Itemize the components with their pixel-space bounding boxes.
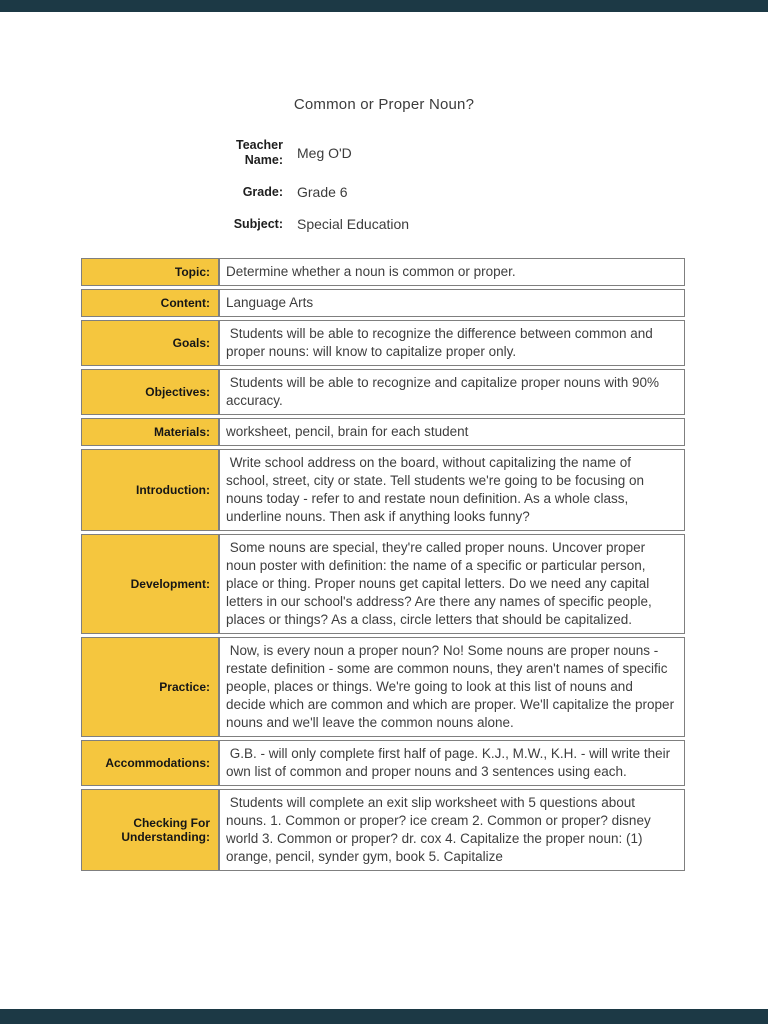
- row-label-cell: Development:: [81, 534, 219, 634]
- row-label-cell: Content:: [81, 289, 219, 317]
- info-label: Subject:: [233, 216, 283, 231]
- row-content-cell: Now, is every noun a proper noun? No! Some nouns are proper nouns - restate definition - some are common nouns, they aren't names of specific people, places or things. We're going to look at this list of nouns and decide which are common and which are proper. We'll capitalize the proper nouns and we'll leave the common nouns alone.: [219, 637, 685, 737]
- info-label: Grade:: [242, 184, 283, 199]
- info-label: Teacher Name:: [235, 138, 283, 167]
- viewer-bottom-bar: [0, 1009, 768, 1024]
- row-label-cell: Checking For Understanding:: [81, 789, 219, 871]
- row-label-cell: Introduction:: [81, 449, 219, 531]
- row-label-cell: Topic:: [81, 258, 219, 286]
- info-row: [0, 138, 409, 168]
- row-content-cell: Language Arts: [219, 289, 685, 317]
- table-row: [81, 449, 685, 531]
- row-label-cell: Accommodations:: [81, 740, 219, 786]
- row-label-cell: Goals:: [81, 320, 219, 366]
- row-content-cell: Students will complete an exit slip worksheet with 5 questions about nouns. 1. Common or proper? ice cream 2. Common or proper? disney world 3. Common or proper? dr. cox 4. Capitalize the proper noun: (1) orange, pencil, synder gym, book 5. Capitalize: [219, 789, 685, 871]
- row-content-cell: G.B. - will only complete first half of page. K.J., M.W., K.H. - will write their own list of common and proper nouns and 3 sentences using each.: [219, 740, 685, 786]
- table-row: [81, 289, 685, 317]
- table-row: [81, 418, 685, 446]
- info-row: [0, 216, 409, 232]
- row-content-cell: worksheet, pencil, brain for each student: [219, 418, 685, 446]
- page-title: Common or Proper Noun?: [293, 96, 475, 113]
- row-label-cell: Objectives:: [81, 369, 219, 415]
- viewer-top-bar: [0, 0, 768, 12]
- lesson-table-body: [81, 258, 685, 871]
- table-row: [81, 320, 685, 366]
- table-row: [81, 740, 685, 786]
- table-row: [81, 369, 685, 415]
- info-value: Grade 6: [297, 184, 348, 200]
- row-content-cell: Students will be able to recognize the difference between common and proper nouns: will know to capitalize proper only.: [219, 320, 685, 366]
- table-row: [81, 534, 685, 634]
- row-content-cell: Write school address on the board, without capitalizing the name of school, street, city or state. Tell students we're going to be focusing on nouns today - refer to and restate noun definition. As a whole class, underline nouns. Then ask if anything looks funny?: [219, 449, 685, 531]
- table-row: [81, 637, 685, 737]
- row-content-cell: Some nouns are special, they're called proper nouns. Uncover proper noun poster with definition: the name of a specific or particular person, place or thing. Proper nouns get capital letters. Do we need any capital letters in our school's address? Are there any names of specific people, places or things? As a class, circle letters that should be capitalized.: [219, 534, 685, 634]
- table-row: [81, 789, 685, 871]
- row-label-cell: Materials:: [81, 418, 219, 446]
- info-value: Special Education: [297, 216, 410, 232]
- info-row: [0, 184, 409, 200]
- info-value: Meg O'D: [297, 145, 352, 161]
- row-content-cell: Students will be able to recognize and capitalize proper nouns with 90% accuracy.: [219, 369, 685, 415]
- table-row: [81, 258, 685, 286]
- row-content-cell: Determine whether a noun is common or proper.: [219, 258, 685, 286]
- lesson-plan-table: [81, 255, 685, 874]
- row-label-cell: Practice:: [81, 637, 219, 737]
- info-block: [0, 138, 409, 248]
